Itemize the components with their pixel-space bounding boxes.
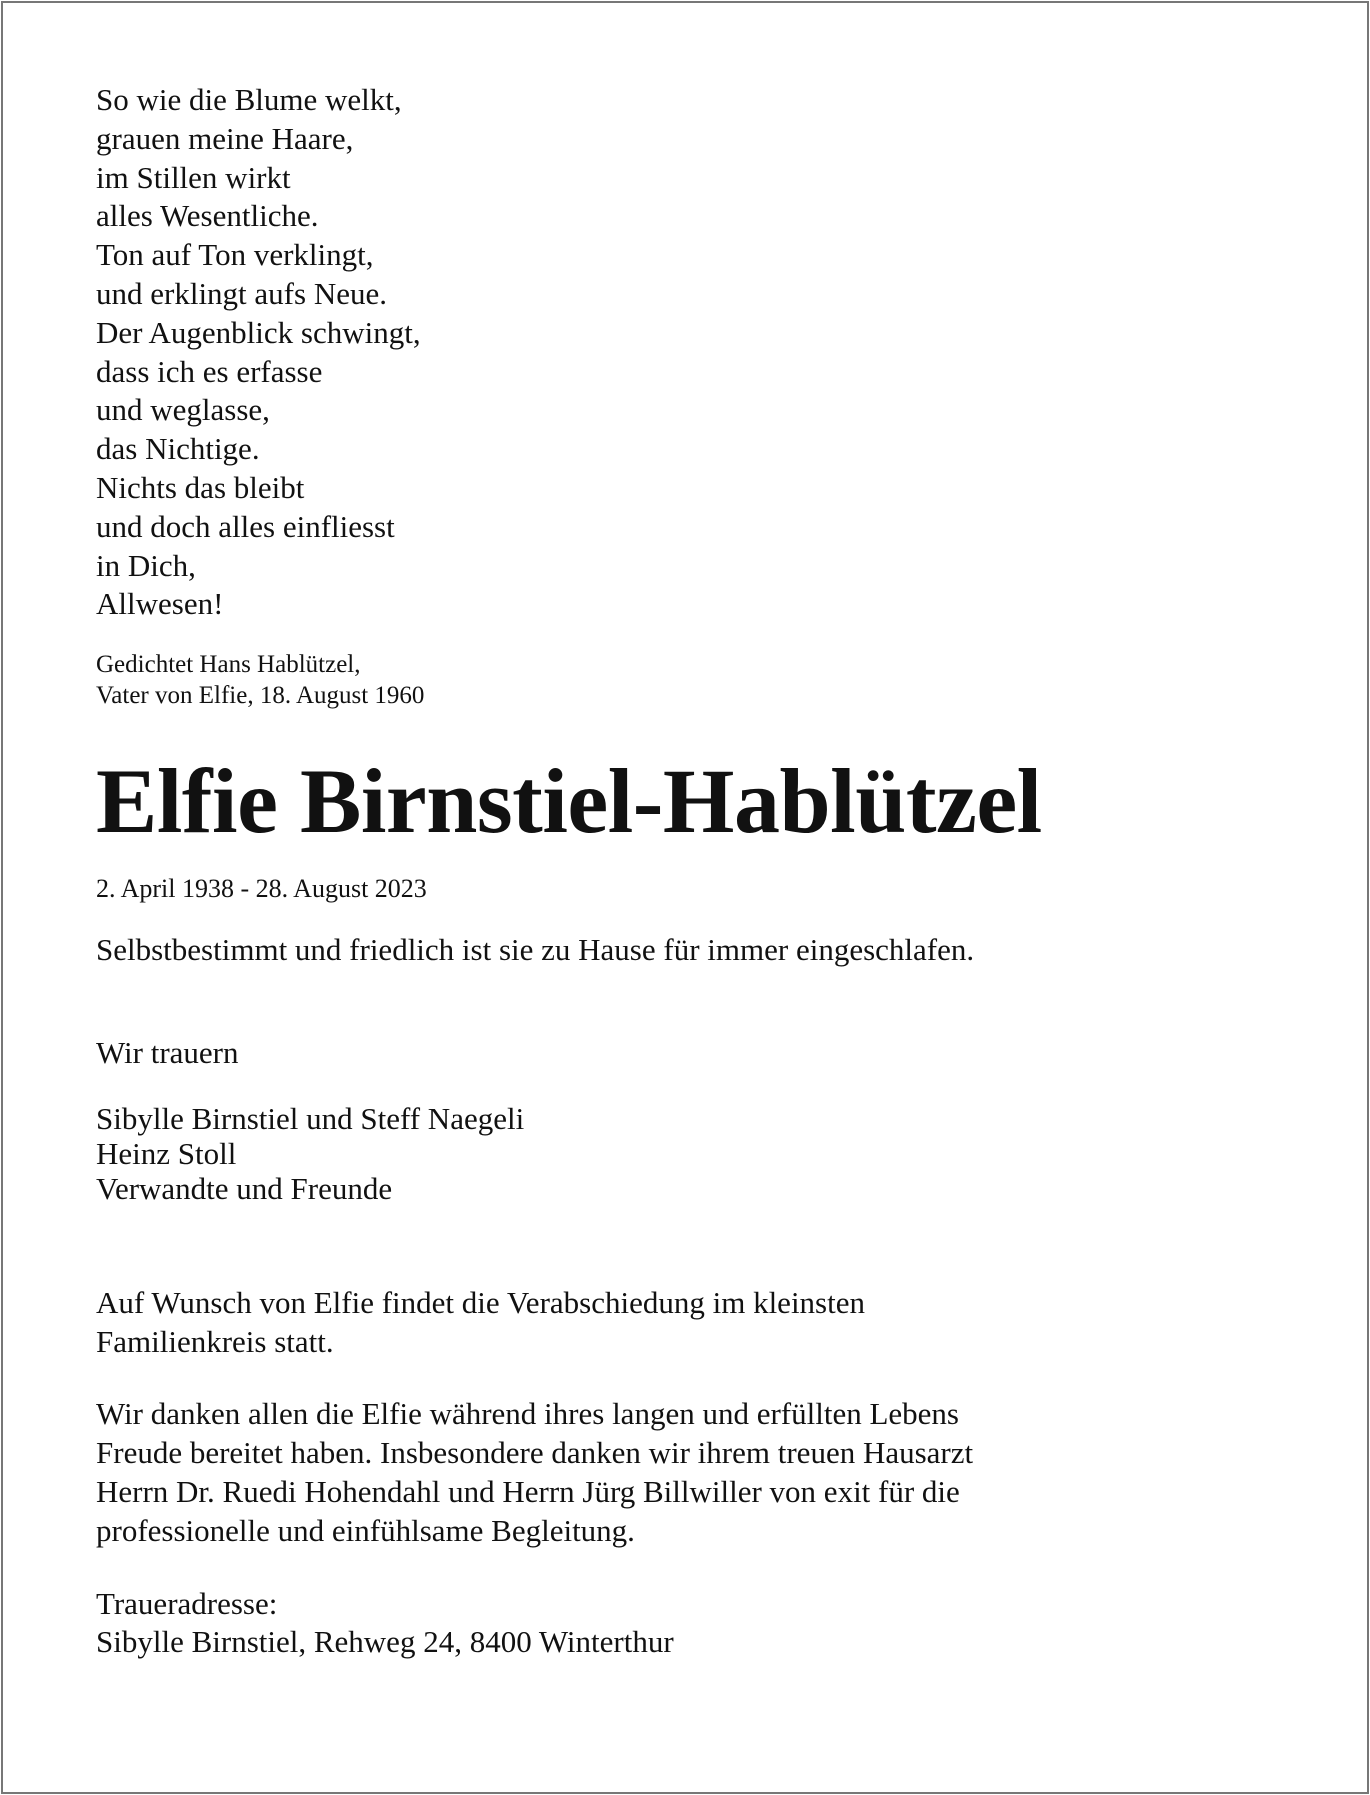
- farewell-line: Auf Wunsch von Elfie findet die Verabschiedung im kleinsten: [96, 1284, 865, 1320]
- poem-line: Allwesen!: [96, 586, 224, 622]
- mourners-list: [96, 1101, 1296, 1206]
- poem-line: das Nichtige.: [96, 431, 260, 467]
- poem-attribution: [96, 649, 1296, 711]
- poem-line: und erklingt aufs Neue.: [96, 275, 387, 311]
- poem-line: in Dich,: [96, 547, 196, 583]
- poem: [96, 81, 1296, 624]
- poem-line: Der Augenblick schwingt,: [96, 314, 421, 350]
- poem-line: im Stillen wirkt: [96, 159, 291, 195]
- deceased-name: Elfie Birnstiel-Hablützel: [96, 750, 1042, 853]
- thanks-line: Freude bereitet haben. Insbesondere danken wir ihrem treuen Hausarzt: [96, 1435, 974, 1471]
- thanks-line: professionelle und einfühlsame Begleitung.: [96, 1512, 635, 1548]
- poem-line: Ton auf Ton verklingt,: [96, 237, 374, 273]
- obituary-frame: [1, 1, 1369, 1794]
- thanks-paragraph: [96, 1395, 1296, 1550]
- poem-line: Nichts das bleibt: [96, 469, 305, 505]
- mourner-name: Verwandte und Freunde: [96, 1170, 393, 1206]
- poem-line: und doch alles einfliesst: [96, 508, 395, 544]
- poem-line: So wie die Blume welkt,: [96, 82, 402, 117]
- address-value: Sibylle Birnstiel, Rehweg 24, 8400 Winterthur: [96, 1624, 674, 1660]
- poem-line: grauen meine Haare,: [96, 120, 354, 156]
- death-statement: Selbstbestimmt und friedlich ist sie zu Hause für immer eingeschlafen.: [96, 932, 975, 968]
- poem-line: und weglasse,: [96, 392, 270, 428]
- mourning-address: [96, 1585, 1296, 1663]
- thanks-line: Herrn Dr. Ruedi Hohendahl und Herrn Jürg Billwiller von exit für die: [96, 1473, 960, 1509]
- mourner-name: Heinz Stoll: [96, 1135, 237, 1171]
- attribution-line: Vater von Elfie, 18. August 1960: [96, 682, 425, 710]
- farewell-notice: [96, 1284, 1296, 1362]
- poem-line: alles Wesentliche.: [96, 198, 319, 234]
- thanks-line: Wir danken allen die Elfie während ihres langen und erfüllten Lebens: [96, 1396, 959, 1432]
- address-label: Traueradresse:: [96, 1585, 278, 1621]
- poem-line: dass ich es erfasse: [96, 353, 323, 389]
- attribution-line: Gedichtet Hans Hablützel,: [96, 651, 361, 679]
- life-dates: 2. April 1938 - 28. August 2023: [96, 874, 427, 904]
- mourning-intro: Wir trauern: [96, 1034, 239, 1070]
- obituary-content: [96, 81, 1296, 1662]
- farewell-line: Familienkreis statt.: [96, 1323, 334, 1359]
- mourner-name: Sibylle Birnstiel und Steff Naegeli: [96, 1100, 525, 1136]
